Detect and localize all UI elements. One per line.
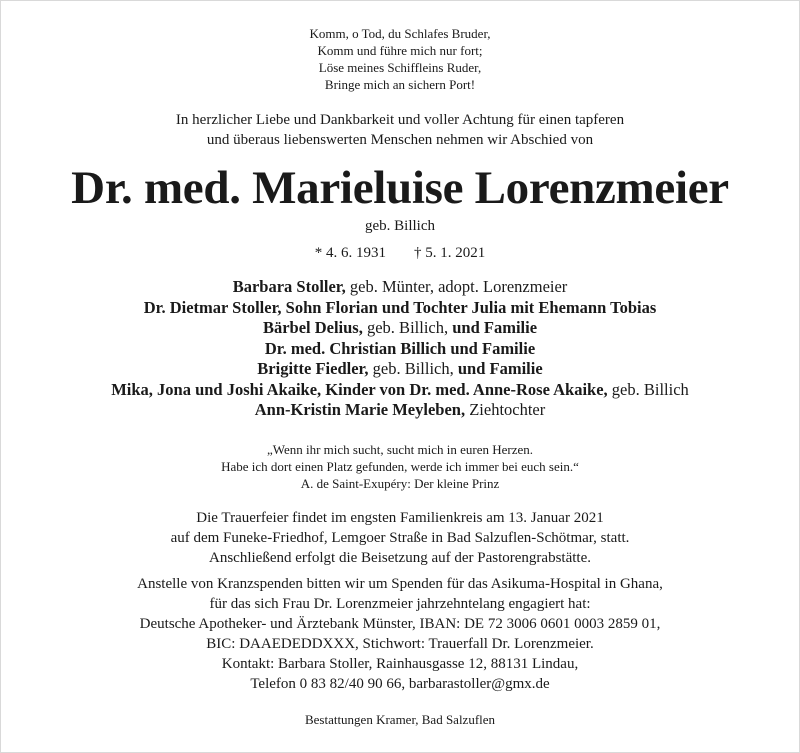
maiden-name: geb. Billich	[365, 218, 435, 234]
mourner-name: Bärbel Delius,	[262, 318, 363, 337]
donation-line: Anstelle von Kranzspenden bitten wir um Spenden für das Asikuma-Hospital in Ghana,	[137, 576, 663, 592]
ceremony-line: Die Trauerfeier findet im engsten Familienkreis am 13. Januar 2021	[196, 510, 604, 526]
mourner-name: Barbara Stoller,	[232, 277, 346, 296]
poem	[0, 25, 800, 93]
ceremony-info	[0, 508, 800, 568]
mourner-line	[0, 400, 800, 421]
donation-line: für das sich Frau Dr. Lorenzmeier jahrzehntelang engagiert hat:	[209, 596, 591, 612]
mourner-name: Dr. Dietmar Stoller, Sohn Florian und Tochter Julia mit Ehemann Tobias	[143, 297, 657, 317]
birth-date: * 4. 6. 1931	[314, 245, 386, 261]
death-date: † 5. 1. 2021	[414, 245, 486, 261]
donation-line: BIC: DAAEDEDDXXX, Stichwort: Trauerfall Dr. Lorenzmeier.	[206, 636, 594, 652]
mourner-note: geb. Billich,	[362, 318, 453, 337]
mourner-name: Dr. med. Christian Billich und Familie	[264, 338, 536, 358]
poem-line: Löse meines Schiffleins Ruder,	[318, 60, 482, 75]
mourner-suffix: und Familie	[457, 359, 543, 378]
intro-text	[0, 110, 800, 150]
mourner-name: Mika, Jona und Joshi Akaike, Kinder von Dr. med. Anne-Rose Akaike,	[111, 379, 608, 399]
mourner-name: Brigitte Fiedler,	[257, 359, 369, 378]
mourners-list	[0, 277, 800, 421]
intro-line: In herzlicher Liebe und Dankbarkeit und voller Achtung für einen tapferen	[175, 112, 625, 128]
deceased-name: Dr. med. Marieluise Lorenzmeier	[71, 162, 729, 214]
mourner-line	[0, 339, 800, 360]
ceremony-line: auf dem Funeke-Friedhof, Lemgoer Straße in Bad Salzuflen-Schötmar, statt.	[170, 530, 630, 546]
quote-line: „Wenn ihr mich sucht, sucht mich in euren Herzen.	[266, 442, 534, 457]
mourner-line	[0, 359, 800, 380]
donation-info	[0, 574, 800, 654]
mourner-line	[0, 277, 800, 298]
life-dates	[0, 243, 800, 263]
quote-source: A. de Saint-Exupéry: Der kleine Prinz	[300, 476, 500, 491]
mourner-name: Ann-Kristin Marie Meyleben,	[254, 400, 466, 419]
poem-line: Komm und führe mich nur fort;	[317, 43, 483, 58]
contact-info	[0, 654, 800, 694]
poem-line: Bringe mich an sichern Port!	[324, 77, 476, 92]
mourner-line	[0, 318, 800, 339]
mourner-note: geb. Billich,	[368, 359, 458, 378]
mourner-note: geb. Billich	[607, 379, 689, 399]
contact-line: Kontakt: Barbara Stoller, Rainhausgasse 12, 88131 Lindau,	[221, 656, 579, 672]
contact-line: Telefon 0 83 82/40 90 66, barbarastoller@gmx.de	[250, 676, 550, 692]
quote-line: Habe ich dort einen Platz gefunden, werde ich immer bei euch sein.“	[221, 459, 579, 474]
ceremony-line: Anschließend erfolgt die Beisetzung auf der Pastorengrabstätte.	[209, 550, 591, 566]
quote	[0, 441, 800, 492]
intro-line: und überaus liebenswerten Menschen nehmen wir Abschied von	[206, 132, 594, 148]
mourner-line	[0, 380, 800, 401]
mourner-note: geb. Münter, adopt. Lorenzmeier	[345, 277, 568, 296]
poem-line: Komm, o Tod, du Schlafes Bruder,	[309, 26, 491, 41]
mourner-suffix: und Familie	[452, 318, 538, 337]
mourner-line	[0, 298, 800, 319]
mourner-note: Ziehtochter	[465, 400, 546, 419]
donation-line: Deutsche Apotheker- und Ärztebank Münster, IBAN: DE 72 3006 0601 0003 2859 01,	[139, 616, 661, 632]
funeral-home: Bestattungen Kramer, Bad Salzuflen	[304, 712, 496, 727]
